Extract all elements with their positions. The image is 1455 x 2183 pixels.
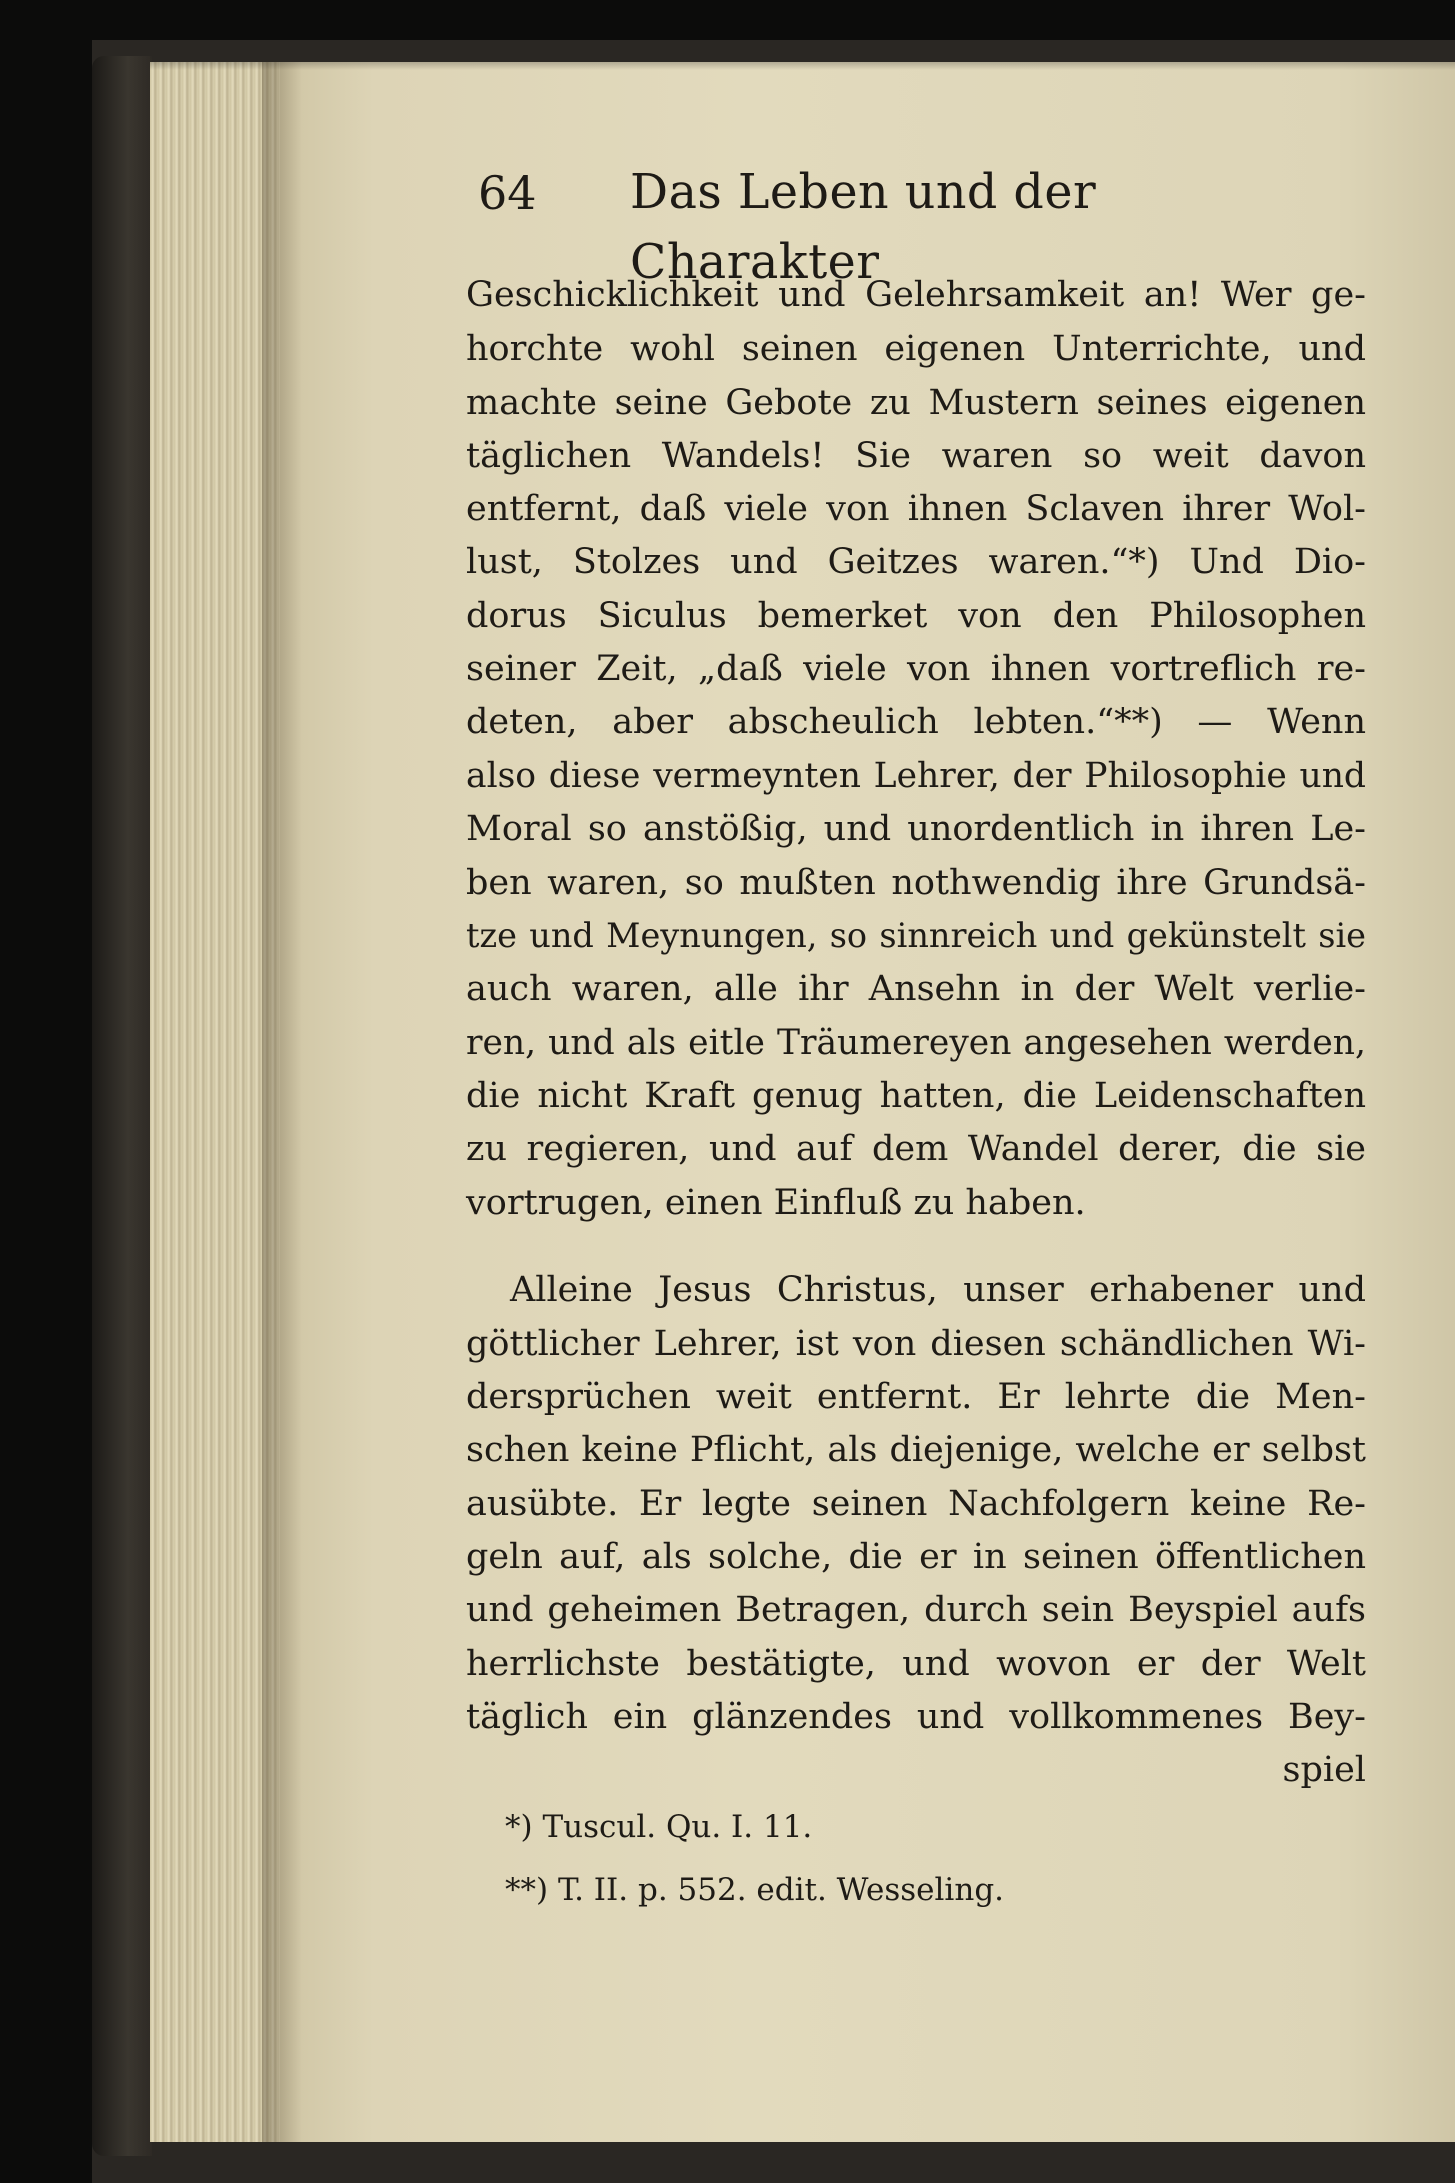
- text-line: entfernt, daß viele von ihnen Sclaven ihrer Wol-: [466, 489, 1366, 529]
- text-line: tze und Meynungen, so sinnreich und gekünstelt sie: [466, 916, 1366, 955]
- text-line: zu regieren, und auf dem Wandel derer, die sie: [466, 1129, 1366, 1169]
- text-line: auch waren, alle ihr Ansehn in der Welt verlie-: [466, 969, 1366, 1009]
- footnote: *) Tuscul. Qu. I. 11.: [505, 1809, 813, 1845]
- text-line: dersprüchen weit entfernt. Er lehrte die Men-: [466, 1377, 1366, 1417]
- text-line: täglich ein glänzendes und vollkommenes Bey-: [466, 1697, 1366, 1737]
- text-line: Geschicklichkeit und Gelehrsamkeit an! Wer ge-: [466, 275, 1366, 315]
- text-line: göttlicher Lehrer, ist von diesen schändlichen Wi-: [466, 1324, 1366, 1364]
- text-line: täglichen Wandels! Sie waren so weit davon: [466, 436, 1366, 476]
- text-line: schen keine Pflicht, als diejenige, welche er selbst: [466, 1430, 1366, 1470]
- text-line: ausübte. Er legte seinen Nachfolgern keine Re-: [466, 1484, 1366, 1524]
- text-line: ben waren, so mußten nothwendig ihre Grundsä-: [466, 863, 1366, 903]
- text-line: geln auf, als solche, die er in seinen öffentlichen: [466, 1537, 1366, 1577]
- text-line: lust, Stolzes und Geitzes waren.“*) Und Dio-: [466, 542, 1366, 582]
- text-line: herrlichste bestätigte, und wovon er der Welt: [466, 1644, 1366, 1684]
- text-line: horchte wohl seinen eigenen Unterrichte, und: [466, 329, 1366, 369]
- page-number: 64: [478, 166, 537, 220]
- text-line: Moral so anstößig, und unordentlich in ihren Le-: [466, 809, 1366, 849]
- page-header: [460, 158, 1360, 290]
- text-line: dorus Siculus bemerket von den Philosophen: [466, 596, 1366, 636]
- text-line: machte seine Gebote zu Mustern seines eigenen: [466, 383, 1366, 423]
- text-line: die nicht Kraft genug hatten, die Leidenschaften: [466, 1076, 1366, 1116]
- catchword: spiel: [1282, 1750, 1366, 1790]
- text-line: ren, und als eitle Träumereyen angesehen werden,: [466, 1023, 1366, 1063]
- text-line: seiner Zeit, „daß viele von ihnen vortreflich re-: [466, 649, 1366, 689]
- text-line: und geheimen Betragen, durch sein Beyspiel aufs: [466, 1590, 1366, 1630]
- footnote: **) T. II. p. 552. edit. Wesseling.: [505, 1872, 1005, 1908]
- text-line: vortrugen, einen Einfluß zu haben.: [466, 1183, 1086, 1223]
- text-line: Alleine Jesus Christus, unser erhabener und: [510, 1270, 1366, 1310]
- text-line: deten, aber abscheulich lebten.“**) — Wenn: [466, 702, 1366, 742]
- running-title: Das Leben und der Charakter: [630, 165, 1097, 290]
- text-line: also diese vermeynten Lehrer, der Philosophie und: [466, 756, 1366, 796]
